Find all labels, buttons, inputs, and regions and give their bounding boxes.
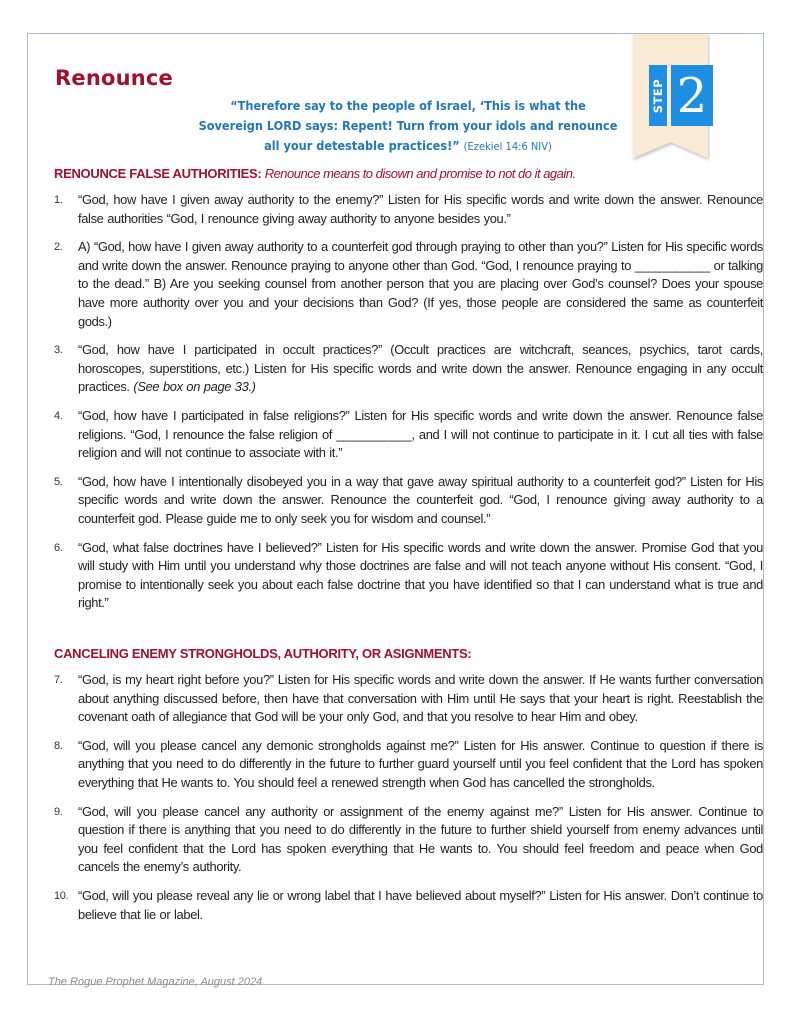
list-item: 10. “God, will you please reveal any lie or wrong label that I have believed about myself?” Listen for His answer. Don’t continue to believe that lie or label. <box>54 887 763 922</box>
list-item: 6. “God, what false doctrines have I believed?” Listen for His specific words and write down the answer. Promise God that you will study with Him until you understand why those doctrines are false and will not teach anyone without His consent. “God, I promise to intentionally seek you about each false doctrine that you have identified so that I can understand what is true and right.” <box>54 539 763 611</box>
page-title: Renounce <box>55 66 173 90</box>
list-item: 2. A) “God, how have I given away authority to a counterfeit god through praying to other than you?” Listen for His specific words and write down the answer. Renounce praying to anyone other than God. “God, I renounce praying to ___________ or talking to the dead.” B) Are you seeking counsel from another person that you are placing over God’s counsel? Does your spouse have more authority over you and your decisions than God? (If yes, those people are considered the same as counterfeit gods.) <box>54 239 763 329</box>
step-number-badge: 2 <box>671 65 713 126</box>
renounce-list <box>54 191 763 613</box>
verse-text: “Therefore say to the people of Israel, ‘This is what the Sovereign LORD says: Repent! Turn from your idols and renounce all your detestable practices!” <box>198 98 618 153</box>
list-item: 9. “God, will you please cancel any authority or assignment of the enemy against me?” Listen for His answer. Continue to question if there is anything that you need to do differently in the future to further shield yourself from enemy advances until you feel confident that the Lord has spoken everything that He wants to. You should feel freedom and peace when God cancels the enemy’s authority. <box>54 803 763 875</box>
section-note: Renounce means to disown and promise to not do it again. <box>264 166 576 181</box>
footer-credit: The Rogue Prophet Magazine, August 2024 <box>48 976 263 988</box>
section-heading-canceling: CANCELING ENEMY STRONGHOLDS, AUTHORITY, OR ASIGNMENTS: <box>54 646 472 661</box>
scripture-verse <box>198 96 618 157</box>
list-item: 4. “God, how have I participated in false religions?” Listen for His specific words and write down the answer. Renounce false religions. “God, I renounce the false religion of ___________, and I will not continue to participate in it. I cut all ties with false religion and will not continue to associate with it.” <box>54 407 763 461</box>
list-item: 8. “God, will you please cancel any demonic strongholds against me?” Listen for His answer. Continue to question if there is anything that you need to do differently in the future to further guard yourself until you feel confident that the Lord has spoken everything that He wants to. You should feel a renewed strength when God has cancelled the strongholds. <box>54 737 763 790</box>
list-item: 5. “God, how have I intentionally disobeyed you in a way that gave away spiritual authority to a counterfeit god?” Listen for His specific words and write down the answer. Renounce the counterfeit god. “God, I renounce giving away authority to a counterfeit god. Please guide me to only seek you for wisdom and counsel.” <box>54 473 763 526</box>
step-label-badge: STEP <box>649 65 667 126</box>
section-heading-renounce: RENOUNCE FALSE AUTHORITIES: Renounce means to disown and promise to not do it again. <box>54 166 576 181</box>
page-frame <box>27 33 764 988</box>
list-item: 3. “God, how have I participated in occult practices?” (Occult practices are witchcraft, seances, psychics, tarot cards, horoscopes, superstitions, etc.) Listen for His specific words and write down the answer. Renounce engaging in any occult practices. (See box on page 33.) <box>54 342 763 395</box>
page-reference: (See box on page 33.) <box>133 379 256 395</box>
list-item: 1. “God, how have I given away authority to the enemy?” Listen for His specific words and write down the answer. Renounce false authorities “God, I renounce giving away authority to anyone besides you.” <box>54 192 763 226</box>
step-banner <box>631 34 710 165</box>
canceling-list <box>54 671 763 924</box>
list-item: 7. “God, is my heart right before you?” Listen for His specific words and write down the answer. If He wants further conversation about anything discussed before, then have that conversation with Him until He says that your heart is right. Reestablish the covenant oath of allegiance that God will be your only God, and that you resolve to hear Him and obey. <box>54 672 763 725</box>
verse-reference: (Ezekiel 14:6 NIV) <box>463 140 552 153</box>
